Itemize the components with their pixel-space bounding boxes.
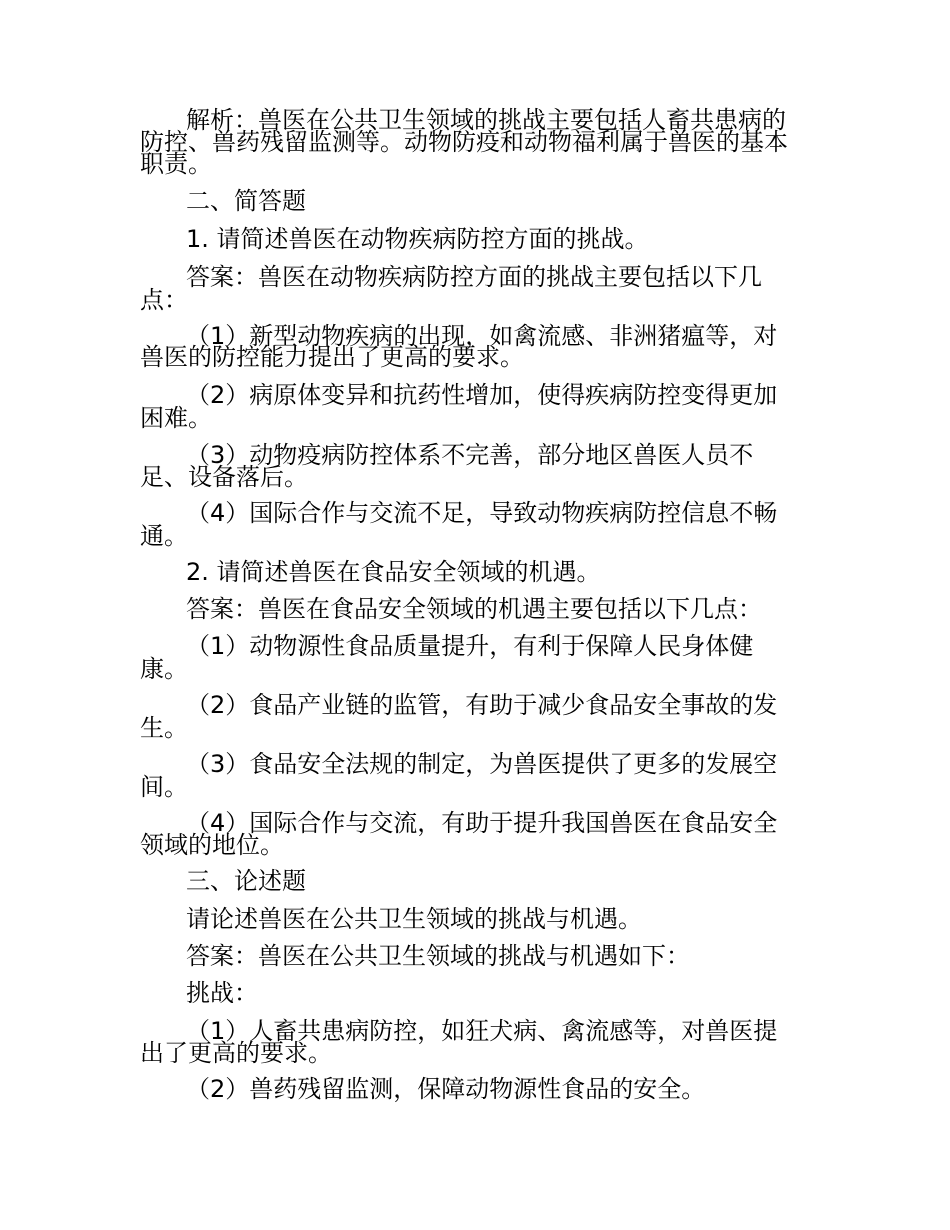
answer-2-point-1-line-1: （1）动物源性食品质量提升，有利于保障人民身体健 <box>186 632 754 660</box>
answer-1-point-1-line-2: 兽医的防控能力提出了更高的要求。 <box>140 343 524 371</box>
question-1-line: 1. 请简述兽医在动物疾病防控方面的挑战。 <box>186 225 649 253</box>
essay-question-line: 请论述兽医在公共卫生领域的挑战与机遇。 <box>186 905 642 933</box>
answer-2-point-4-line-2: 领域的地位。 <box>140 831 284 859</box>
answer-1-point-2-line-1: （2）病原体变异和抗药性增加，使得疾病防控变得更加 <box>186 381 778 409</box>
answer-2-point-4-line-1: （4）国际合作与交流，有助于提升我国兽医在食品安全 <box>186 809 778 837</box>
answer-1-point-2-line-2: 困难。 <box>140 404 212 432</box>
answer-1-point-4-line-2: 通。 <box>140 522 188 550</box>
answer-2-point-2-line-1: （2）食品产业链的监管，有助于减少食品安全事故的发 <box>186 691 778 719</box>
answer-2-point-3-line-1: （3）食品安全法规的制定，为兽医提供了更多的发展空 <box>186 750 778 778</box>
answer-1-point-3-line-2: 足、设备落后。 <box>140 463 308 491</box>
answer-2-point-2-line-2: 生。 <box>140 714 188 742</box>
analysis-line-1: 解析：兽医在公共卫生领域的挑战主要包括人畜共患病的 <box>186 106 786 134</box>
analysis-line-3: 职责。 <box>140 150 212 178</box>
answer-1-line-2: 点： <box>140 286 188 314</box>
answer-1-point-1-line-1: （1）新型动物疾病的出现，如禽流感、非洲猪瘟等，对 <box>186 322 778 350</box>
analysis-line-2: 防控、兽药残留监测等。动物防疫和动物福利属于兽医的基本 <box>140 128 788 156</box>
answer-1-point-4-line-1: （4）国际合作与交流不足，导致动物疾病防控信息不畅 <box>186 499 778 527</box>
essay-answer-line: 答案：兽医在公共卫生领域的挑战与机遇如下： <box>186 942 690 970</box>
essay-point-1-line-1: （1）人畜共患病防控，如狂犬病、禽流感等，对兽医提 <box>186 1017 778 1045</box>
section-heading-essay: 三、论述题 <box>186 867 306 895</box>
answer-2-line: 答案：兽医在食品安全领域的机遇主要包括以下几点： <box>186 595 762 623</box>
answer-2-point-3-line-2: 间。 <box>140 773 188 801</box>
essay-point-1-line-2: 出了更高的要求。 <box>140 1039 332 1067</box>
essay-point-2-line: （2）兽药残留监测，保障动物源性食品的安全。 <box>186 1075 706 1103</box>
question-2-line: 2. 请简述兽医在食品安全领域的机遇。 <box>186 558 601 586</box>
answer-2-point-1-line-2: 康。 <box>140 655 188 683</box>
challenges-heading: 挑战： <box>186 979 258 1007</box>
answer-1-line-1: 答案：兽医在动物疾病防控方面的挑战主要包括以下几 <box>186 263 762 291</box>
section-heading-short-answer: 二、简答题 <box>186 187 306 215</box>
answer-1-point-3-line-1: （3）动物疫病防控体系不完善，部分地区兽医人员不 <box>186 441 754 469</box>
